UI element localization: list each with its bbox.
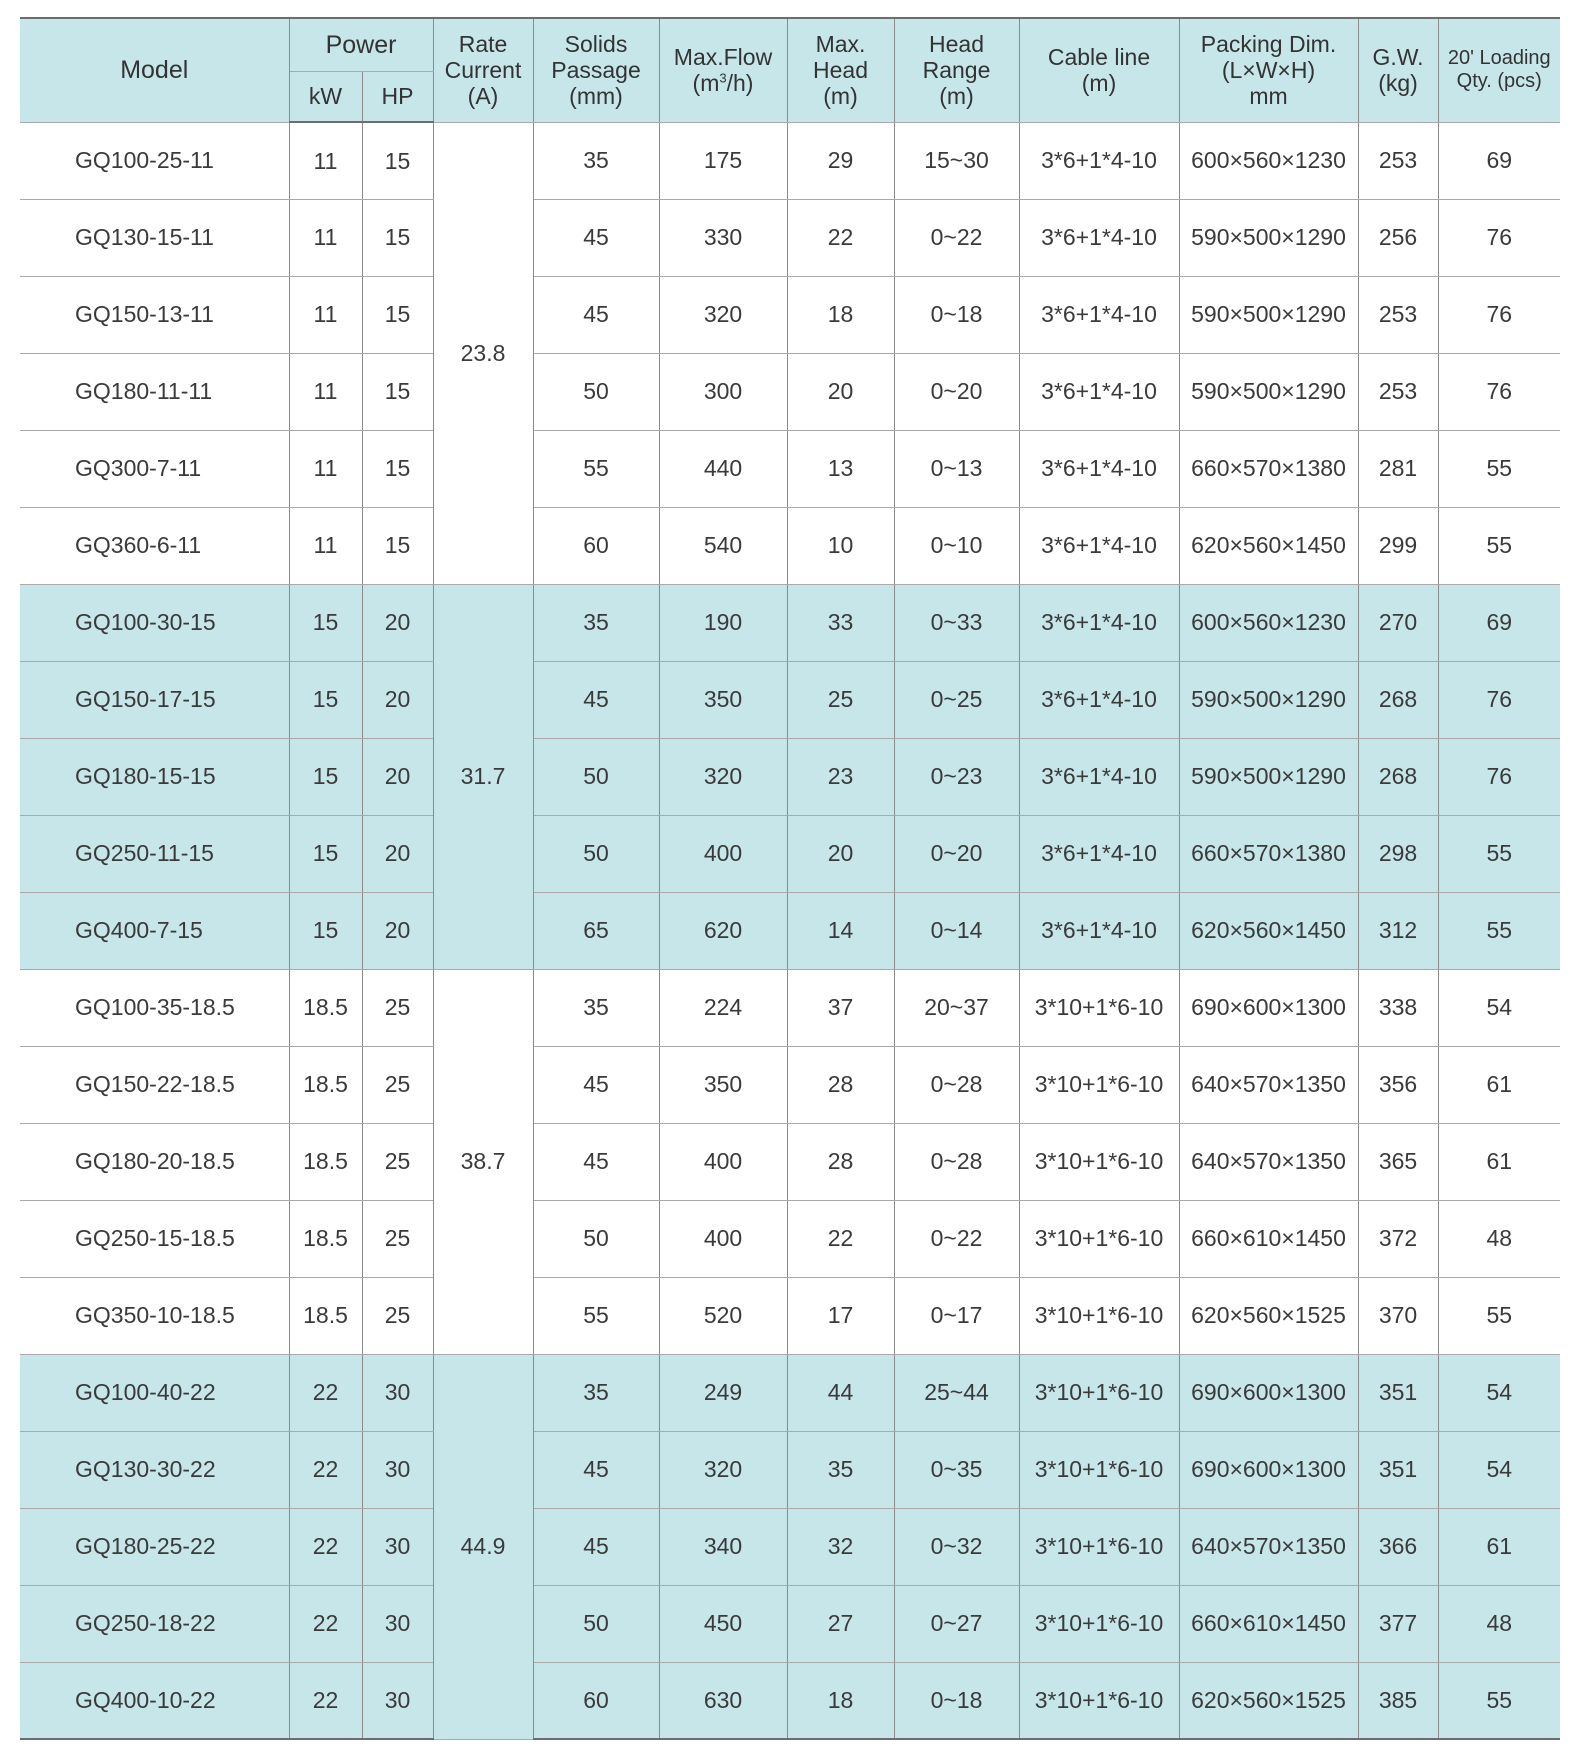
- cell-loading-qty: 54: [1438, 1431, 1560, 1508]
- cell-max-head: 13: [787, 430, 894, 507]
- cell-solids-passage: 45: [533, 1123, 659, 1200]
- header-loading-qty: [1438, 18, 1560, 122]
- cell-hp: 25: [362, 1046, 433, 1123]
- cell-kw: 22: [289, 1354, 362, 1431]
- cell-cable-line: 3*6+1*4-10: [1019, 584, 1179, 661]
- cell-hp: 15: [362, 430, 433, 507]
- cell-kw: 18.5: [289, 1046, 362, 1123]
- cell-head-range: 0~18: [894, 276, 1019, 353]
- cell-kw: 11: [289, 122, 362, 199]
- cell-hp: 30: [362, 1431, 433, 1508]
- table-row: [20, 122, 1560, 199]
- cell-hp: 15: [362, 122, 433, 199]
- cell-packing-dim: 590×500×1290: [1179, 353, 1358, 430]
- header-model: Model: [20, 18, 289, 122]
- header-head-range: [894, 18, 1019, 122]
- cell-packing-dim: 590×500×1290: [1179, 276, 1358, 353]
- table-row: [20, 1123, 1560, 1200]
- cell-kw: 15: [289, 661, 362, 738]
- cell-packing-dim: 640×570×1350: [1179, 1508, 1358, 1585]
- cell-solids-passage: 45: [533, 1046, 659, 1123]
- cell-cable-line: 3*6+1*4-10: [1019, 430, 1179, 507]
- cell-head-range: 0~14: [894, 892, 1019, 969]
- cell-loading-qty: 61: [1438, 1123, 1560, 1200]
- cell-gw: 385: [1358, 1662, 1438, 1739]
- cell-hp: 15: [362, 199, 433, 276]
- cell-model: GQ150-22-18.5: [20, 1046, 289, 1123]
- cell-max-head: 10: [787, 507, 894, 584]
- cell-loading-qty: 76: [1438, 276, 1560, 353]
- cell-solids-passage: 45: [533, 199, 659, 276]
- cell-kw: 22: [289, 1585, 362, 1662]
- cell-max-flow: 630: [659, 1662, 787, 1739]
- header-solids-l3: (mm): [569, 83, 623, 110]
- cell-model: GQ180-11-11: [20, 353, 289, 430]
- cell-model: GQ150-17-15: [20, 661, 289, 738]
- cell-rate-current: 31.7: [433, 584, 533, 969]
- header-cable-line-l2: (m): [1081, 70, 1117, 97]
- cell-kw: 15: [289, 584, 362, 661]
- cell-cable-line: 3*10+1*6-10: [1019, 969, 1179, 1046]
- cell-gw: 365: [1358, 1123, 1438, 1200]
- cell-packing-dim: 660×610×1450: [1179, 1585, 1358, 1662]
- cell-gw: 351: [1358, 1431, 1438, 1508]
- cell-max-flow: 520: [659, 1277, 787, 1354]
- cell-gw: 268: [1358, 738, 1438, 815]
- cell-gw: 256: [1358, 199, 1438, 276]
- header-max-head-l1: Max.: [815, 30, 866, 57]
- cell-head-range: 0~13: [894, 430, 1019, 507]
- header-rate-current-l1: Rate: [458, 30, 508, 57]
- cell-gw: 270: [1358, 584, 1438, 661]
- cell-model: GQ400-10-22: [20, 1662, 289, 1739]
- cell-max-head: 33: [787, 584, 894, 661]
- table-row: [20, 1046, 1560, 1123]
- cell-kw: 18.5: [289, 1200, 362, 1277]
- cell-kw: 18.5: [289, 1123, 362, 1200]
- cell-max-head: 14: [787, 892, 894, 969]
- cell-packing-dim: 620×560×1450: [1179, 507, 1358, 584]
- cell-model: GQ250-11-15: [20, 815, 289, 892]
- cell-max-flow: 224: [659, 969, 787, 1046]
- cell-packing-dim: 620×560×1450: [1179, 892, 1358, 969]
- cell-model: GQ350-10-18.5: [20, 1277, 289, 1354]
- cell-cable-line: 3*10+1*6-10: [1019, 1585, 1179, 1662]
- cell-max-flow: 620: [659, 892, 787, 969]
- cell-model: GQ100-35-18.5: [20, 969, 289, 1046]
- cell-solids-passage: 50: [533, 353, 659, 430]
- header-max-flow: [659, 18, 787, 122]
- cell-gw: 370: [1358, 1277, 1438, 1354]
- header-max-flow-l1: Max.Flow: [673, 43, 773, 70]
- cell-gw: 377: [1358, 1585, 1438, 1662]
- cell-packing-dim: 660×570×1380: [1179, 815, 1358, 892]
- cell-loading-qty: 76: [1438, 738, 1560, 815]
- cell-max-flow: 400: [659, 1123, 787, 1200]
- cell-model: GQ100-25-11: [20, 122, 289, 199]
- header-rate-current-l3: (A): [467, 83, 499, 110]
- table-row: [20, 507, 1560, 584]
- cell-head-range: 15~30: [894, 122, 1019, 199]
- cell-kw: 22: [289, 1508, 362, 1585]
- table-row: [20, 584, 1560, 661]
- cell-cable-line: 3*6+1*4-10: [1019, 199, 1179, 276]
- cell-model: GQ130-15-11: [20, 199, 289, 276]
- header-power: Power: [289, 18, 433, 72]
- cell-packing-dim: 640×570×1350: [1179, 1046, 1358, 1123]
- cell-loading-qty: 55: [1438, 1662, 1560, 1739]
- header-solids-l1: Solids: [564, 30, 628, 57]
- cell-max-head: 20: [787, 815, 894, 892]
- cell-hp: 20: [362, 815, 433, 892]
- cell-max-flow: 175: [659, 122, 787, 199]
- cell-model: GQ360-6-11: [20, 507, 289, 584]
- cell-gw: 338: [1358, 969, 1438, 1046]
- cell-max-head: 23: [787, 738, 894, 815]
- cell-solids-passage: 50: [533, 1200, 659, 1277]
- cell-max-head: 22: [787, 1200, 894, 1277]
- cell-loading-qty: 48: [1438, 1200, 1560, 1277]
- header-packing-dim-l3: mm: [1249, 83, 1288, 110]
- cell-hp: 30: [362, 1662, 433, 1739]
- cell-packing-dim: 660×610×1450: [1179, 1200, 1358, 1277]
- cell-solids-passage: 45: [533, 1431, 659, 1508]
- header-packing-dim: [1179, 18, 1358, 122]
- cell-head-range: 20~37: [894, 969, 1019, 1046]
- header-max-flow-l2b: /h): [726, 70, 754, 97]
- table-row: [20, 738, 1560, 815]
- cell-max-head: 17: [787, 1277, 894, 1354]
- cell-model: GQ100-40-22: [20, 1354, 289, 1431]
- cell-hp: 20: [362, 738, 433, 815]
- cell-head-range: 0~28: [894, 1123, 1019, 1200]
- cell-loading-qty: 55: [1438, 507, 1560, 584]
- cell-loading-qty: 55: [1438, 892, 1560, 969]
- table-row: [20, 1508, 1560, 1585]
- header-packing-dim-l2: (L×W×H): [1221, 57, 1316, 84]
- cell-max-head: 18: [787, 276, 894, 353]
- cell-rate-current: 23.8: [433, 122, 533, 584]
- cell-solids-passage: 50: [533, 738, 659, 815]
- cell-packing-dim: 690×600×1300: [1179, 1431, 1358, 1508]
- cell-head-range: 0~27: [894, 1585, 1019, 1662]
- cell-hp: 20: [362, 661, 433, 738]
- cell-hp: 30: [362, 1354, 433, 1431]
- cell-rate-current: 38.7: [433, 969, 533, 1354]
- cell-solids-passage: 45: [533, 1508, 659, 1585]
- cell-packing-dim: 590×500×1290: [1179, 199, 1358, 276]
- cell-packing-dim: 590×500×1290: [1179, 661, 1358, 738]
- cell-max-flow: 330: [659, 199, 787, 276]
- cell-model: GQ130-30-22: [20, 1431, 289, 1508]
- cell-packing-dim: 600×560×1230: [1179, 584, 1358, 661]
- cell-head-range: 0~18: [894, 1662, 1019, 1739]
- cell-cable-line: 3*6+1*4-10: [1019, 661, 1179, 738]
- cell-gw: 372: [1358, 1200, 1438, 1277]
- cell-max-flow: 340: [659, 1508, 787, 1585]
- header-hp: HP: [362, 72, 433, 123]
- cell-loading-qty: 55: [1438, 430, 1560, 507]
- cell-model: GQ250-15-18.5: [20, 1200, 289, 1277]
- table-row: [20, 199, 1560, 276]
- table-row: [20, 1354, 1560, 1431]
- cell-hp: 25: [362, 1277, 433, 1354]
- cell-gw: 356: [1358, 1046, 1438, 1123]
- cell-cable-line: 3*10+1*6-10: [1019, 1046, 1179, 1123]
- header-max-head: [787, 18, 894, 122]
- header-rate-current-l2: Current: [444, 57, 522, 84]
- pump-spec-table-container: [20, 17, 1560, 1740]
- cell-cable-line: 3*6+1*4-10: [1019, 353, 1179, 430]
- table-row: [20, 1277, 1560, 1354]
- cell-solids-passage: 60: [533, 507, 659, 584]
- cell-hp: 15: [362, 276, 433, 353]
- cell-rate-current: 44.9: [433, 1354, 533, 1739]
- cell-hp: 25: [362, 1200, 433, 1277]
- cell-max-head: 28: [787, 1123, 894, 1200]
- cell-hp: 30: [362, 1508, 433, 1585]
- cell-cable-line: 3*6+1*4-10: [1019, 507, 1179, 584]
- cell-head-range: 0~35: [894, 1431, 1019, 1508]
- cell-kw: 11: [289, 430, 362, 507]
- cell-gw: 351: [1358, 1354, 1438, 1431]
- cell-max-flow: 320: [659, 1431, 787, 1508]
- cell-loading-qty: 61: [1438, 1508, 1560, 1585]
- cell-kw: 22: [289, 1431, 362, 1508]
- cell-model: GQ400-7-15: [20, 892, 289, 969]
- cell-max-head: 27: [787, 1585, 894, 1662]
- cell-loading-qty: 55: [1438, 815, 1560, 892]
- cell-packing-dim: 660×570×1380: [1179, 430, 1358, 507]
- cell-packing-dim: 590×500×1290: [1179, 738, 1358, 815]
- cell-head-range: 0~32: [894, 1508, 1019, 1585]
- table-row: [20, 969, 1560, 1046]
- cell-cable-line: 3*6+1*4-10: [1019, 276, 1179, 353]
- cell-solids-passage: 55: [533, 1277, 659, 1354]
- cell-solids-passage: 45: [533, 276, 659, 353]
- cell-cable-line: 3*10+1*6-10: [1019, 1277, 1179, 1354]
- cell-max-head: 29: [787, 122, 894, 199]
- cell-solids-passage: 35: [533, 584, 659, 661]
- pump-spec-table: [20, 17, 1560, 1740]
- cell-loading-qty: 54: [1438, 1354, 1560, 1431]
- cell-kw: 18.5: [289, 1277, 362, 1354]
- cell-hp: 25: [362, 969, 433, 1046]
- cell-model: GQ180-20-18.5: [20, 1123, 289, 1200]
- header-max-head-l2: Head: [813, 57, 868, 84]
- cell-cable-line: 3*10+1*6-10: [1019, 1431, 1179, 1508]
- cell-solids-passage: 35: [533, 122, 659, 199]
- cell-max-head: 20: [787, 353, 894, 430]
- cell-loading-qty: 55: [1438, 1277, 1560, 1354]
- cell-hp: 25: [362, 1123, 433, 1200]
- cell-solids-passage: 35: [533, 1354, 659, 1431]
- cell-head-range: 0~10: [894, 507, 1019, 584]
- cell-head-range: 25~44: [894, 1354, 1019, 1431]
- cell-packing-dim: 620×560×1525: [1179, 1662, 1358, 1739]
- table-row: [20, 815, 1560, 892]
- cell-solids-passage: 65: [533, 892, 659, 969]
- cell-gw: 268: [1358, 661, 1438, 738]
- cell-cable-line: 3*10+1*6-10: [1019, 1123, 1179, 1200]
- cell-loading-qty: 69: [1438, 584, 1560, 661]
- cell-max-head: 32: [787, 1508, 894, 1585]
- cell-packing-dim: 600×560×1230: [1179, 122, 1358, 199]
- cell-head-range: 0~17: [894, 1277, 1019, 1354]
- header-solids-l2: Passage: [551, 57, 641, 84]
- cell-solids-passage: 50: [533, 1585, 659, 1662]
- cell-gw: 281: [1358, 430, 1438, 507]
- cell-head-range: 0~33: [894, 584, 1019, 661]
- cell-kw: 22: [289, 1662, 362, 1739]
- cell-max-flow: 400: [659, 1200, 787, 1277]
- header-packing-dim-l1: Packing Dim.: [1200, 30, 1337, 57]
- cell-gw: 298: [1358, 815, 1438, 892]
- cell-loading-qty: 54: [1438, 969, 1560, 1046]
- cell-packing-dim: 690×600×1300: [1179, 969, 1358, 1046]
- cell-model: GQ180-25-22: [20, 1508, 289, 1585]
- header-max-head-l3: (m): [823, 83, 858, 110]
- table-row: [20, 276, 1560, 353]
- header-cable-line: [1019, 18, 1179, 122]
- cell-loading-qty: 61: [1438, 1046, 1560, 1123]
- cell-packing-dim: 690×600×1300: [1179, 1354, 1358, 1431]
- table-header: [20, 18, 1560, 122]
- cell-solids-passage: 50: [533, 815, 659, 892]
- cell-hp: 15: [362, 507, 433, 584]
- cell-cable-line: 3*6+1*4-10: [1019, 122, 1179, 199]
- cell-cable-line: 3*6+1*4-10: [1019, 738, 1179, 815]
- table-row: [20, 430, 1560, 507]
- cell-max-head: 25: [787, 661, 894, 738]
- cell-cable-line: 3*10+1*6-10: [1019, 1508, 1179, 1585]
- cell-model: GQ180-15-15: [20, 738, 289, 815]
- cell-max-head: 18: [787, 1662, 894, 1739]
- cell-kw: 11: [289, 276, 362, 353]
- cell-gw: 253: [1358, 122, 1438, 199]
- cell-solids-passage: 35: [533, 969, 659, 1046]
- cell-model: GQ150-13-11: [20, 276, 289, 353]
- table-row: [20, 1200, 1560, 1277]
- table-row: [20, 892, 1560, 969]
- header-gw-l2: (kg): [1378, 70, 1418, 97]
- cell-loading-qty: 69: [1438, 122, 1560, 199]
- cell-kw: 15: [289, 738, 362, 815]
- cell-max-flow: 400: [659, 815, 787, 892]
- cell-max-flow: 320: [659, 276, 787, 353]
- cell-max-flow: 350: [659, 661, 787, 738]
- cell-kw: 15: [289, 815, 362, 892]
- cell-hp: 15: [362, 353, 433, 430]
- cell-max-flow: 350: [659, 1046, 787, 1123]
- cell-max-flow: 190: [659, 584, 787, 661]
- cell-cable-line: 3*10+1*6-10: [1019, 1200, 1179, 1277]
- cell-model: GQ300-7-11: [20, 430, 289, 507]
- cell-max-head: 35: [787, 1431, 894, 1508]
- cell-max-flow: 320: [659, 738, 787, 815]
- header-gw-l1: G.W.: [1372, 43, 1424, 70]
- cell-loading-qty: 48: [1438, 1585, 1560, 1662]
- header-max-flow-l2a: (m: [692, 70, 720, 97]
- cell-hp: 20: [362, 892, 433, 969]
- header-kw: kW: [289, 72, 362, 123]
- cell-max-head: 37: [787, 969, 894, 1046]
- cell-max-head: 44: [787, 1354, 894, 1431]
- cell-max-head: 28: [787, 1046, 894, 1123]
- cell-packing-dim: 620×560×1525: [1179, 1277, 1358, 1354]
- header-solids-passage: [533, 18, 659, 122]
- cell-head-range: 0~20: [894, 353, 1019, 430]
- header-gw: [1358, 18, 1438, 122]
- header-head-range-l1: Head: [929, 30, 984, 57]
- cell-cable-line: 3*6+1*4-10: [1019, 892, 1179, 969]
- cell-gw: 366: [1358, 1508, 1438, 1585]
- cell-model: GQ100-30-15: [20, 584, 289, 661]
- cell-max-flow: 249: [659, 1354, 787, 1431]
- cell-gw: 253: [1358, 276, 1438, 353]
- table-body: [20, 122, 1560, 1739]
- cell-loading-qty: 76: [1438, 353, 1560, 430]
- cell-loading-qty: 76: [1438, 661, 1560, 738]
- cell-max-flow: 300: [659, 353, 787, 430]
- cell-head-range: 0~22: [894, 1200, 1019, 1277]
- cell-hp: 30: [362, 1585, 433, 1662]
- cell-solids-passage: 55: [533, 430, 659, 507]
- cell-hp: 20: [362, 584, 433, 661]
- header-loading-qty-l1: 20' Loading: [1447, 47, 1551, 70]
- cell-kw: 11: [289, 353, 362, 430]
- cell-max-flow: 450: [659, 1585, 787, 1662]
- header-head-range-l2: Range: [922, 57, 991, 84]
- cell-cable-line: 3*10+1*6-10: [1019, 1354, 1179, 1431]
- cell-solids-passage: 45: [533, 661, 659, 738]
- table-row: [20, 1662, 1560, 1739]
- cell-max-head: 22: [787, 199, 894, 276]
- table-row: [20, 661, 1560, 738]
- cell-kw: 15: [289, 892, 362, 969]
- cell-head-range: 0~23: [894, 738, 1019, 815]
- cell-kw: 11: [289, 199, 362, 276]
- cell-cable-line: 3*10+1*6-10: [1019, 1662, 1179, 1739]
- table-row: [20, 353, 1560, 430]
- cell-gw: 253: [1358, 353, 1438, 430]
- cell-model: GQ250-18-22: [20, 1585, 289, 1662]
- header-loading-qty-l2: Qty. (pcs): [1456, 70, 1542, 93]
- cell-max-flow: 440: [659, 430, 787, 507]
- cell-head-range: 0~28: [894, 1046, 1019, 1123]
- cell-max-flow: 540: [659, 507, 787, 584]
- header-cable-line-l1: Cable line: [1047, 43, 1151, 70]
- cell-cable-line: 3*6+1*4-10: [1019, 815, 1179, 892]
- cell-packing-dim: 640×570×1350: [1179, 1123, 1358, 1200]
- cell-head-range: 0~25: [894, 661, 1019, 738]
- cell-loading-qty: 76: [1438, 199, 1560, 276]
- cell-kw: 18.5: [289, 969, 362, 1046]
- table-row: [20, 1585, 1560, 1662]
- cell-gw: 312: [1358, 892, 1438, 969]
- table-row: [20, 1431, 1560, 1508]
- header-max-flow-sup: 3: [719, 70, 727, 86]
- cell-head-range: 0~22: [894, 199, 1019, 276]
- header-rate-current: [433, 18, 533, 122]
- cell-gw: 299: [1358, 507, 1438, 584]
- header-head-range-l3: (m): [939, 83, 974, 110]
- cell-solids-passage: 60: [533, 1662, 659, 1739]
- header-row-main: [20, 18, 1560, 72]
- cell-head-range: 0~20: [894, 815, 1019, 892]
- cell-kw: 11: [289, 507, 362, 584]
